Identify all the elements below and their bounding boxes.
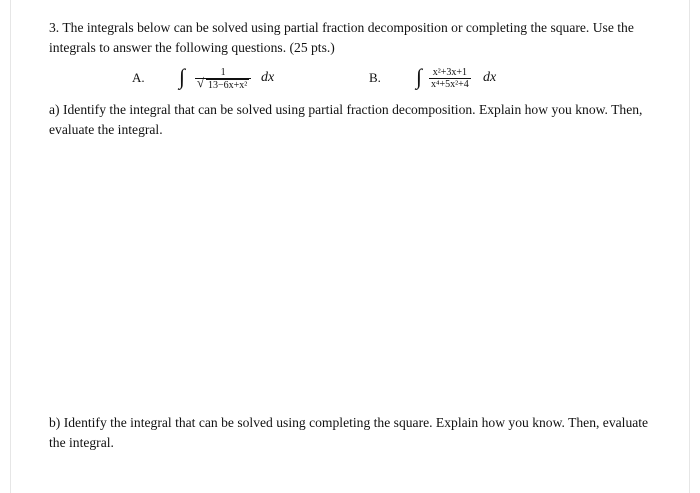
- integral-a-label: A.: [132, 70, 145, 85]
- integral-b-denominator: x⁴+5x²+4: [431, 79, 469, 90]
- part-a-prompt: a) Identify the integral that can be solved using partial fraction decomposition. Explain how you know. Then, evaluate the integral.: [49, 102, 643, 137]
- worksheet-page: [10, 0, 690, 493]
- part-b-prompt: b) Identify the integral that can be solved using completing the square. Explain how you know. Then, evaluate the integral.: [49, 415, 649, 450]
- radical-sign: √: [197, 75, 205, 90]
- integral-b-fraction: [429, 67, 471, 90]
- integral-a-fraction: [195, 67, 251, 91]
- square-root: [197, 75, 249, 91]
- integral-a-numerator: 1: [220, 67, 226, 78]
- integral-a-sign: ∫: [179, 64, 186, 89]
- integral-b-label: B.: [369, 70, 381, 85]
- integral-b-sign: ∫: [416, 64, 423, 89]
- integral-b-numerator: x²+3x+1: [432, 67, 468, 78]
- integral-a-denominator-wrap: [195, 75, 251, 91]
- integral-a-radicand: 13−6x+x²: [208, 80, 248, 91]
- integral-b-differential: dx: [483, 70, 497, 85]
- question-intro: 3. The integrals below can be solved using partial fraction decomposition or completing the square. Use the integrals to answer the following questions. (25 pts.): [49, 20, 634, 55]
- integral-a-differential: dx: [261, 70, 275, 85]
